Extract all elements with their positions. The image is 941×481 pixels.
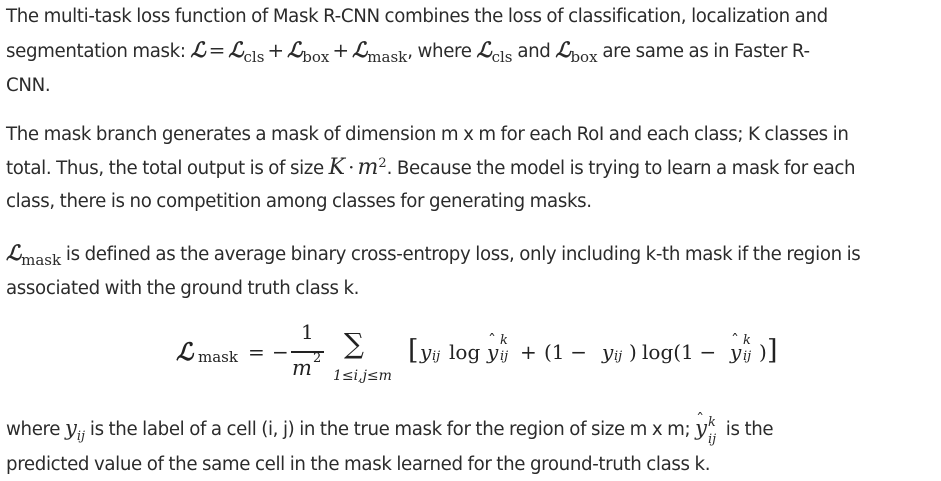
eq-close-paren2: )	[759, 340, 767, 364]
eq-y-subscript: ij	[432, 349, 441, 364]
eq-plus: +	[520, 340, 537, 364]
and-text: and	[512, 41, 556, 62]
eq-loss-symbol: ℒ	[176, 337, 194, 366]
subscript-cls: cls	[491, 48, 513, 66]
dot-operator: ·	[348, 155, 355, 179]
mask-loss-equation	[176, 318, 776, 394]
loss-symbol: ℒ	[190, 37, 206, 62]
eq-denominator: m	[292, 356, 312, 380]
yhat-subscript: ij	[707, 432, 717, 447]
eq-yhat2-superscript: k	[743, 333, 751, 348]
eq-y2-subscript: ij	[614, 349, 623, 364]
eq-log-open: log(1 −	[642, 340, 717, 364]
subscript-mask: mask	[21, 251, 62, 269]
eq-one-minus: (1 −	[544, 340, 588, 364]
paragraph-variable-definitions	[6, 412, 773, 481]
m-symbol: m	[357, 155, 379, 180]
K-symbol: K	[328, 155, 346, 180]
para2-line1: The mask branch generates a mask of dimension m x m for each RoI and each class; K classes in	[6, 124, 849, 145]
para3-line2: associated with the ground truth class k.	[6, 278, 360, 299]
plus-sign: +	[267, 38, 285, 62]
para2-line3: class, there is no competition among classes for generating masks.	[6, 191, 592, 212]
loss-cls-symbol: ℒ	[476, 37, 492, 62]
loss-mask-symbol: ℒ	[6, 240, 22, 265]
paragraph-loss-definition	[6, 0, 828, 102]
subscript-box: box	[302, 48, 330, 66]
exponent-2: 2	[378, 155, 387, 171]
para1-line1: The multi-task loss function of Mask R-CNN combines the loss of classification, localization and	[6, 6, 828, 27]
eq-log: log	[449, 340, 481, 364]
para1-line3: CNN.	[6, 75, 51, 96]
para1-line2	[6, 33, 828, 69]
para5-line1-text: is the label of a cell (i, j) in the true mask for the region of size m x m;	[85, 419, 696, 440]
para5-line2: predicted value of the same cell in the mask learned for the ground-truth class k.	[6, 454, 711, 475]
eq-y: y	[420, 340, 432, 364]
para1-line2-text: segmentation mask:	[6, 41, 191, 62]
eq-sum-range: 1≤i,j≤m	[333, 368, 392, 384]
eq-numerator: 1	[301, 320, 314, 344]
plus-sign: +	[332, 38, 350, 62]
eq-right-bracket: ]	[767, 335, 778, 366]
eq-yhat-subscript: ij	[500, 349, 509, 364]
eq-yhat2: ˆ y	[730, 342, 741, 362]
para5-line1	[6, 412, 773, 448]
loss-mask-symbol: ℒ	[352, 37, 368, 62]
subscript-cls: cls	[243, 48, 265, 66]
para2-line2-rest: . Because the model is trying to learn a mask for each	[386, 158, 856, 179]
eq-close-paren: )	[629, 340, 637, 364]
eq-yhat2-subscript: ij	[743, 349, 752, 364]
loss-cls-symbol: ℒ	[228, 37, 244, 62]
loss-box-symbol: ℒ	[287, 37, 303, 62]
yhat-superscript: k	[707, 415, 716, 430]
eq-sum-symbol: ∑	[344, 327, 364, 360]
loss-box-symbol: ℒ	[555, 37, 571, 62]
eq-subscript-mask: mask	[198, 348, 238, 366]
subscript-mask: mask	[367, 48, 408, 66]
eq-yhat: ˆ y	[487, 342, 498, 362]
subscript-box: box	[570, 48, 598, 66]
paragraph-mask-loss	[6, 236, 860, 305]
equals-sign: =	[208, 38, 226, 62]
y-ij-symbol: y	[64, 416, 77, 440]
para2-line2	[6, 151, 855, 185]
yhat-scripts	[707, 415, 721, 447]
same-as-text: are same as in Faster R-	[597, 41, 810, 62]
para2-line2-text: total. Thus, the total output is of size	[6, 158, 329, 179]
where-text: , where	[407, 41, 477, 62]
eq-minus: −	[272, 340, 289, 364]
yhat-symbol: ˆ y	[695, 412, 707, 445]
eq-left-bracket: [	[408, 335, 419, 366]
para5-is-the: is the	[720, 419, 774, 440]
eq-denominator-exponent: 2	[313, 351, 322, 366]
y-ij-subscript: ij	[76, 429, 86, 444]
para3-line1-text: is defined as the average binary cross-entropy loss, only including k-th mask if the region is	[61, 244, 861, 265]
para5-where: where	[6, 419, 65, 440]
paragraph-mask-branch	[6, 118, 855, 218]
eq-equals: =	[248, 340, 265, 364]
para3-line1	[6, 236, 860, 272]
eq-yhat-superscript: k	[500, 333, 508, 348]
eq-y2: y	[602, 340, 614, 364]
